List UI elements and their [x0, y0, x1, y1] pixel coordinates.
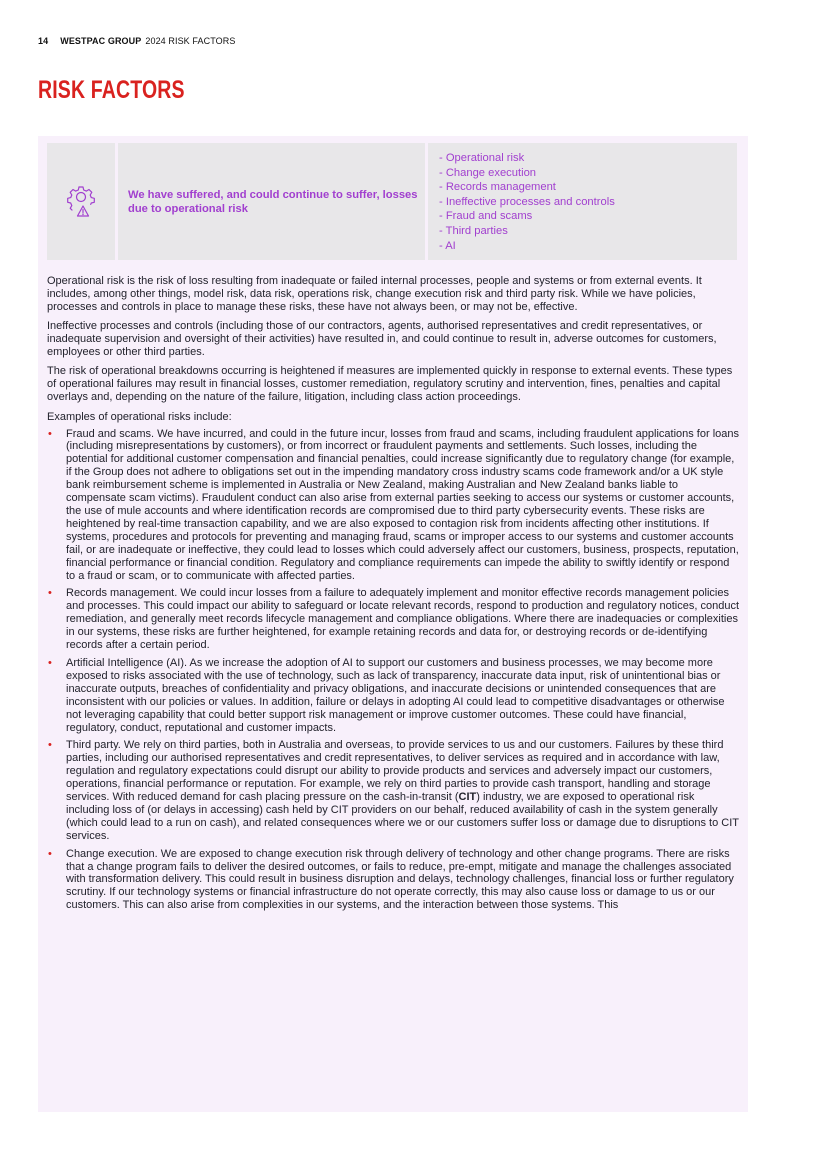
risk-heading: We have suffered, and could continue to suffer, losses due to operational risk [128, 188, 418, 215]
examples-list [47, 428, 739, 913]
body-paragraph: Ineffective processes and controls (including those of our contractors, agents, authorised representatives and credit representatives, or inadequate supervision and oversight of their activities) have resulted in, and could continue to result in, adverse outcomes for customers, employees or other third parties. [47, 320, 717, 359]
sub-risk-item: - Ineffective processes and controls [439, 195, 737, 210]
page-number: 14 [38, 36, 49, 46]
sub-risk-item: - AI [439, 239, 737, 254]
body-paragraph: The risk of operational breakdowns occurring is heightened if measures are implemented quickly in response to external events. These types of operational failures may result in financial losses, customer remediation, regulatory scrutiny and intervention, fines, penalties and capital overlays and, depending on the nature of the failure, litigation, including class action proceedings. [47, 365, 733, 404]
sub-risk-item: - Records management [439, 180, 737, 195]
risk-summary-table [47, 143, 737, 260]
sub-risk-item: - Third parties [439, 224, 737, 239]
third-party-text-cont: ) industry, we are exposed to operational risk including loss of (or delays in accessing) cash held by CIT providers on our behalf, reduced availability of cash in the system generally (which could lead to a run on cash), and related consequences where we or our customers suffer loss or damage due to disruptions to CIT services. [66, 791, 739, 842]
sub-risk-item: - Operational risk [439, 151, 737, 166]
operational-risk-icon [64, 184, 98, 220]
running-header [38, 36, 235, 46]
org-name: WESTPAC GROUP [60, 36, 142, 46]
body-paragraph: Operational risk is the risk of loss resulting from inadequate or failed internal processes, people and systems or from external events. It includes, among other things, model risk, data risk, operations risk, change execution risk and third party risk. While we have policies, processes and controls in place to manage these risks, these have not always been, or may not be, effective. [47, 275, 702, 313]
section-title: RISK FACTORS [38, 76, 185, 104]
third-party-text: Third party. We rely on third parties, both in Australia and overseas, to provide services to us and our customers. Failures by these third parties, including our authorised representatives and credit representatives, to deliver services as required and in accordance with law, regulation and regulatory expectations could disrupt our ability to provide products and services and adversely impact our customers, operations, financial performance or reputation. For example, we rely on third parties to provide cash transport, handling and storage services. With reduced demand for cash placing pressure on the cash-in-transit ( [66, 739, 724, 804]
risk-heading-cell [118, 143, 425, 260]
examples-intro: Examples of operational risks include: [47, 410, 232, 423]
risk-panel [38, 136, 748, 1112]
icon-cell [47, 143, 115, 260]
cit-term: CIT [458, 791, 477, 804]
example-fraud-and-scams: • Fraud and scams. We have incurred, and could in the future incur, losses from fraud and scams, including fraudulent applications for loans (including misrepresentations by customers), or from incorrect or fraudulent payments and settlements. Such losses, including the potential for additional customer compensation and financial penalties, could increase significantly due to regulatory change (for example, if the Group does not adhere to obligations set out in the impending mandatory cross industry scams code framework and/or a UK style bank reimbursement scheme is implemented in Australia or New Zealand, making Australian and New Zealand banks liable to compensate scam victims). Fraudulent conduct can also arise from external parties seeking to access our systems or customer accounts, the use of mule accounts and where identification records are compromised due to third party cybersecurity events. These risks are heightened by real-time transaction capability, and we are also exposed to contagion risk from incidents affecting other institutions. If systems, procedures and protocols for preventing and managing fraud, scams or improper access to our systems and customer accounts fail, or are inadequate or ineffective, they could lead to losses which could adversely affect our customers, business, prospects, reputation, financial performance or financial condition. Regulatory and compliance requirements can impede the ability to swiftly identify or respond to a fraud or scam, or to communicate with affected parties. [47, 428, 739, 583]
body-text [47, 275, 739, 917]
example-change-execution: • Change execution. We are exposed to change execution risk through delivery of technology and other change programs. There are risks that a change program fails to deliver the desired outcomes, or fails to reduce, pre-empt, mitigate and manage the challenges associated with transformation delivery. This could result in business disruption and delays, technology challenges, financial loss or further regulatory scrutiny. If our technology systems or financial infrastructure do not operate correctly, this may also cause loss or damage to us or our customers. This can also arise from complexities in our systems, and the interaction between those systems. This [47, 848, 739, 913]
example-artificial-intelligence: • Artificial Intelligence (AI). As we increase the adoption of AI to support our customers and business processes, we may become more exposed to risks associated with the use of technology, such as lack of transparency, inaccurate data input, risk of unintentional bias or inaccurate outputs, breaches of confidentiality and privacy obligations, and inaccurate decisions or unintended consequences that are inconsistent with our policies or values. In addition, failure or delays in adopting AI could lead to competitive disadvantages or otherwise not leveraging capability that could better support risk management or improve customer outcomes. These could have financial, regulatory, conduct, reputational and customer impacts. [47, 657, 739, 734]
example-third-party [47, 739, 739, 842]
example-records-management: • Records management. We could incur losses from a failure to adequately implement and monitor effective records management policies and processes. This could impact our ability to safeguard or locate relevant records, respond to production and regulatory notices, conduct remediation, and generally meet records lifecycle management and compliance obligations. Where there are inadequacies or complexities in our systems, these risks are further heightened, for example retaining records and data for, or destroying records or de-identifying records after a certain period. [47, 587, 739, 652]
document-name: 2024 RISK FACTORS [145, 36, 236, 46]
sub-risk-list [439, 151, 737, 253]
sub-risk-list-cell [428, 143, 737, 260]
sub-risk-item: - Change execution [439, 166, 737, 181]
sub-risk-item: - Fraud and scams [439, 209, 737, 224]
